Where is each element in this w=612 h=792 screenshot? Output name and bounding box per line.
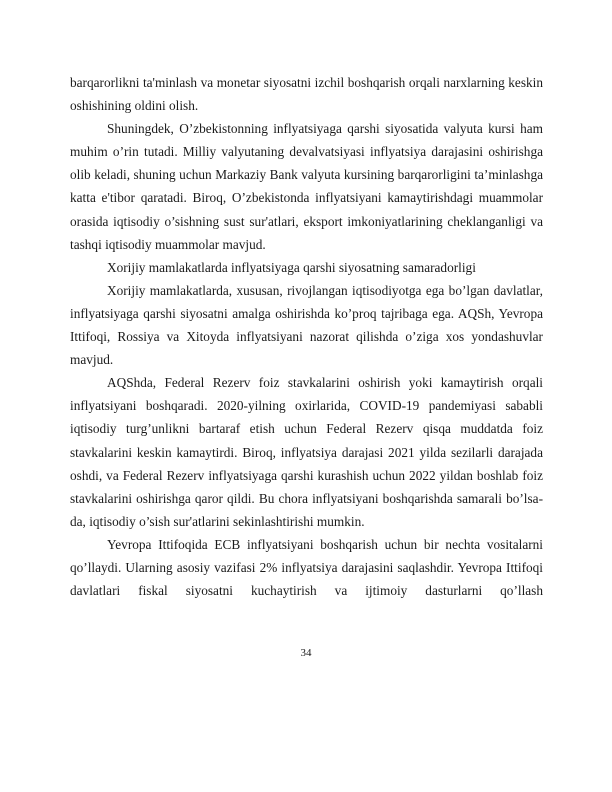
page-number: 34 [300, 647, 312, 659]
paragraph-continuation: barqarorlikni ta'minlash va monetar siyosatni izchil boshqarish orqali narxlarning keskin oshishining oldini olish. [70, 75, 543, 114]
paragraph-currency-policy: Shuningdek, O’zbekistonning inflyatsiyaga qarshi siyosatida valyuta kursi ham muhim o’rin tutadi. Milliy valyutaning devalvatsiyasi inflyatsiya darajasini oshirishga olib keladi, shuning uchun Markaziy Bank valyuta kursining barqarorligini ta’minlashga katta e'tibor qaratadi. Biroq, O’zbekistonda inflyatsiyani kamaytirishdagi muammolar orasida iqtisodiy o’sishning sust sur'atlari, eksport imkoniyatlarining cheklanganligi va tashqi iqtisodiy muammolar mavjud. [70, 121, 543, 252]
page-body [70, 71, 543, 602]
paragraph-foreign-countries: Xorijiy mamlakatlarda, xususan, rivojlangan iqtisodiyotga ega bo’lgan davlatlar, inflyatsiyaga qarshi siyosatni amalga oshirishda ko’proq tajribaga ega. AQSh, Yevropa Ittifoqi, Rossiya va Xitoyda inflyatsiyani nazorat qilishda o’ziga xos yondashuvlar mavjud. [70, 282, 543, 368]
paragraph-european-union: Yevropa Ittifoqida ECB inflyatsiyani boshqarish uchun bir nechta vositalarni qo’llaydi. Ularning asosiy vazifasi 2% inflyatsiya darajasini saqlashdir. Yevropa Ittifoqi davlatlari fiskal siyosatni kuchaytirish va ijtimoiy dasturlarni qo’llash [70, 536, 543, 599]
paragraph-usa-federal-reserve: AQShda, Federal Rezerv foiz stavkalarini oshirish yoki kamaytirish orqali inflyatsiyani boshqaradi. 2020-yilning oxirlarida, COVID-19 pandemiyasi sababli iqtisodiy turg’unlikni bartaraf etish uchun Federal Rezerv qisqa muddatda foiz stavkalarini keskin kamaytirdi. Biroq, inflyatsiya darajasi 2021 yilda sezilarli darajada oshdi, va Federal Rezerv inflyatsiyaga qarshi kurashish uchun 2022 yildan boshlab foiz stavkalarini oshirishga qaror qildi. Bu chora inflyatsiyani boshqarishda samarali bo’lsa-da, iqtisodiy o’sish sur'atlarini sekinlashtirishi mumkin. [70, 375, 543, 529]
section-heading-foreign-countries: Xorijiy mamlakatlarda inflyatsiyaga qarshi siyosatning samaradorligi [107, 259, 476, 275]
